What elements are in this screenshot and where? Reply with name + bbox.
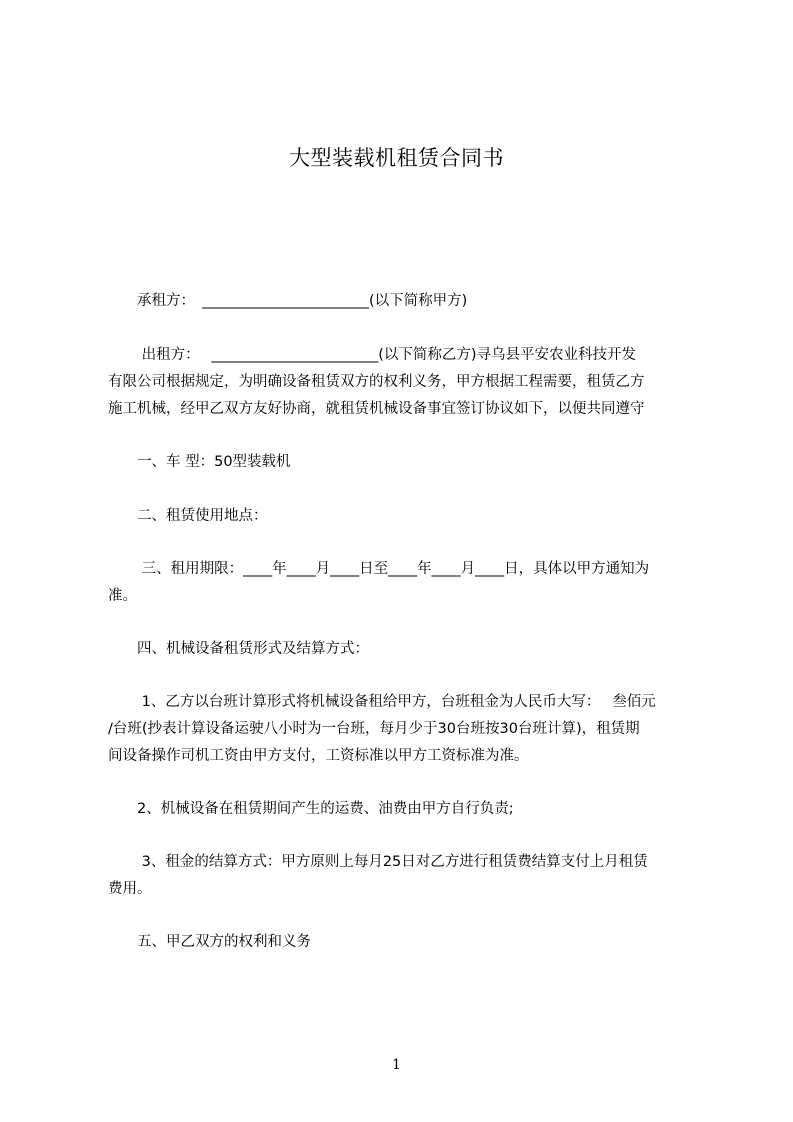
page-number: 1: [392, 1057, 401, 1073]
section-term: 三、租用期限：____年____月____日至____年____月____日，具体以甲方通知为: [108, 561, 650, 577]
lessee-line: 承租方： _______________________(以下简称甲方): [108, 293, 468, 309]
paragraph-line: 间设备操作司机工资由甲方支付，工资标准以甲方工资标准为准。: [108, 748, 529, 764]
paragraph-line: 有限公司根据规定，为明确设备租赁双方的权利义务，甲方根据工程需要，租赁乙方: [108, 374, 645, 390]
lessor-line: 出租方： _______________________(以下简称乙方)寻乌县平安农业科技开发: [108, 347, 637, 363]
clause-3: 3、租金的结算方式：甲方原则上每月25日对乙方进行租赁费结算支付上月租赁: [108, 854, 648, 870]
clause-2: 2、机械设备在租赁期间产生的运费、油费由甲方自行负责;: [108, 801, 514, 817]
paragraph-line: 准。: [108, 588, 137, 604]
section-vehicle-type: 一、车 型：50型装载机: [108, 454, 291, 470]
section-settlement: 四、机械设备租赁形式及结算方式：: [108, 641, 369, 657]
section-rights-obligations: 五、甲乙双方的权利和义务: [108, 934, 311, 950]
paragraph-line: /台班(抄表计算设备运驶八小时为一台班，每月少于30台班按30台班计算)，租赁期: [108, 721, 640, 737]
paragraph-line: 施工机械，经甲乙双方友好协商，就租赁机械设备事宜签订协议如下，以便共同遵守: [108, 401, 645, 417]
document-title: 大型装载机租赁合同书: [289, 146, 504, 170]
paragraph-line: 费用。: [108, 881, 152, 897]
section-location: 二、租赁使用地点：: [108, 508, 268, 524]
clause-1: 1、乙方以台班计算形式将机械设备租给甲方，台班租金为人民币大写： 叁佰元: [108, 694, 656, 710]
